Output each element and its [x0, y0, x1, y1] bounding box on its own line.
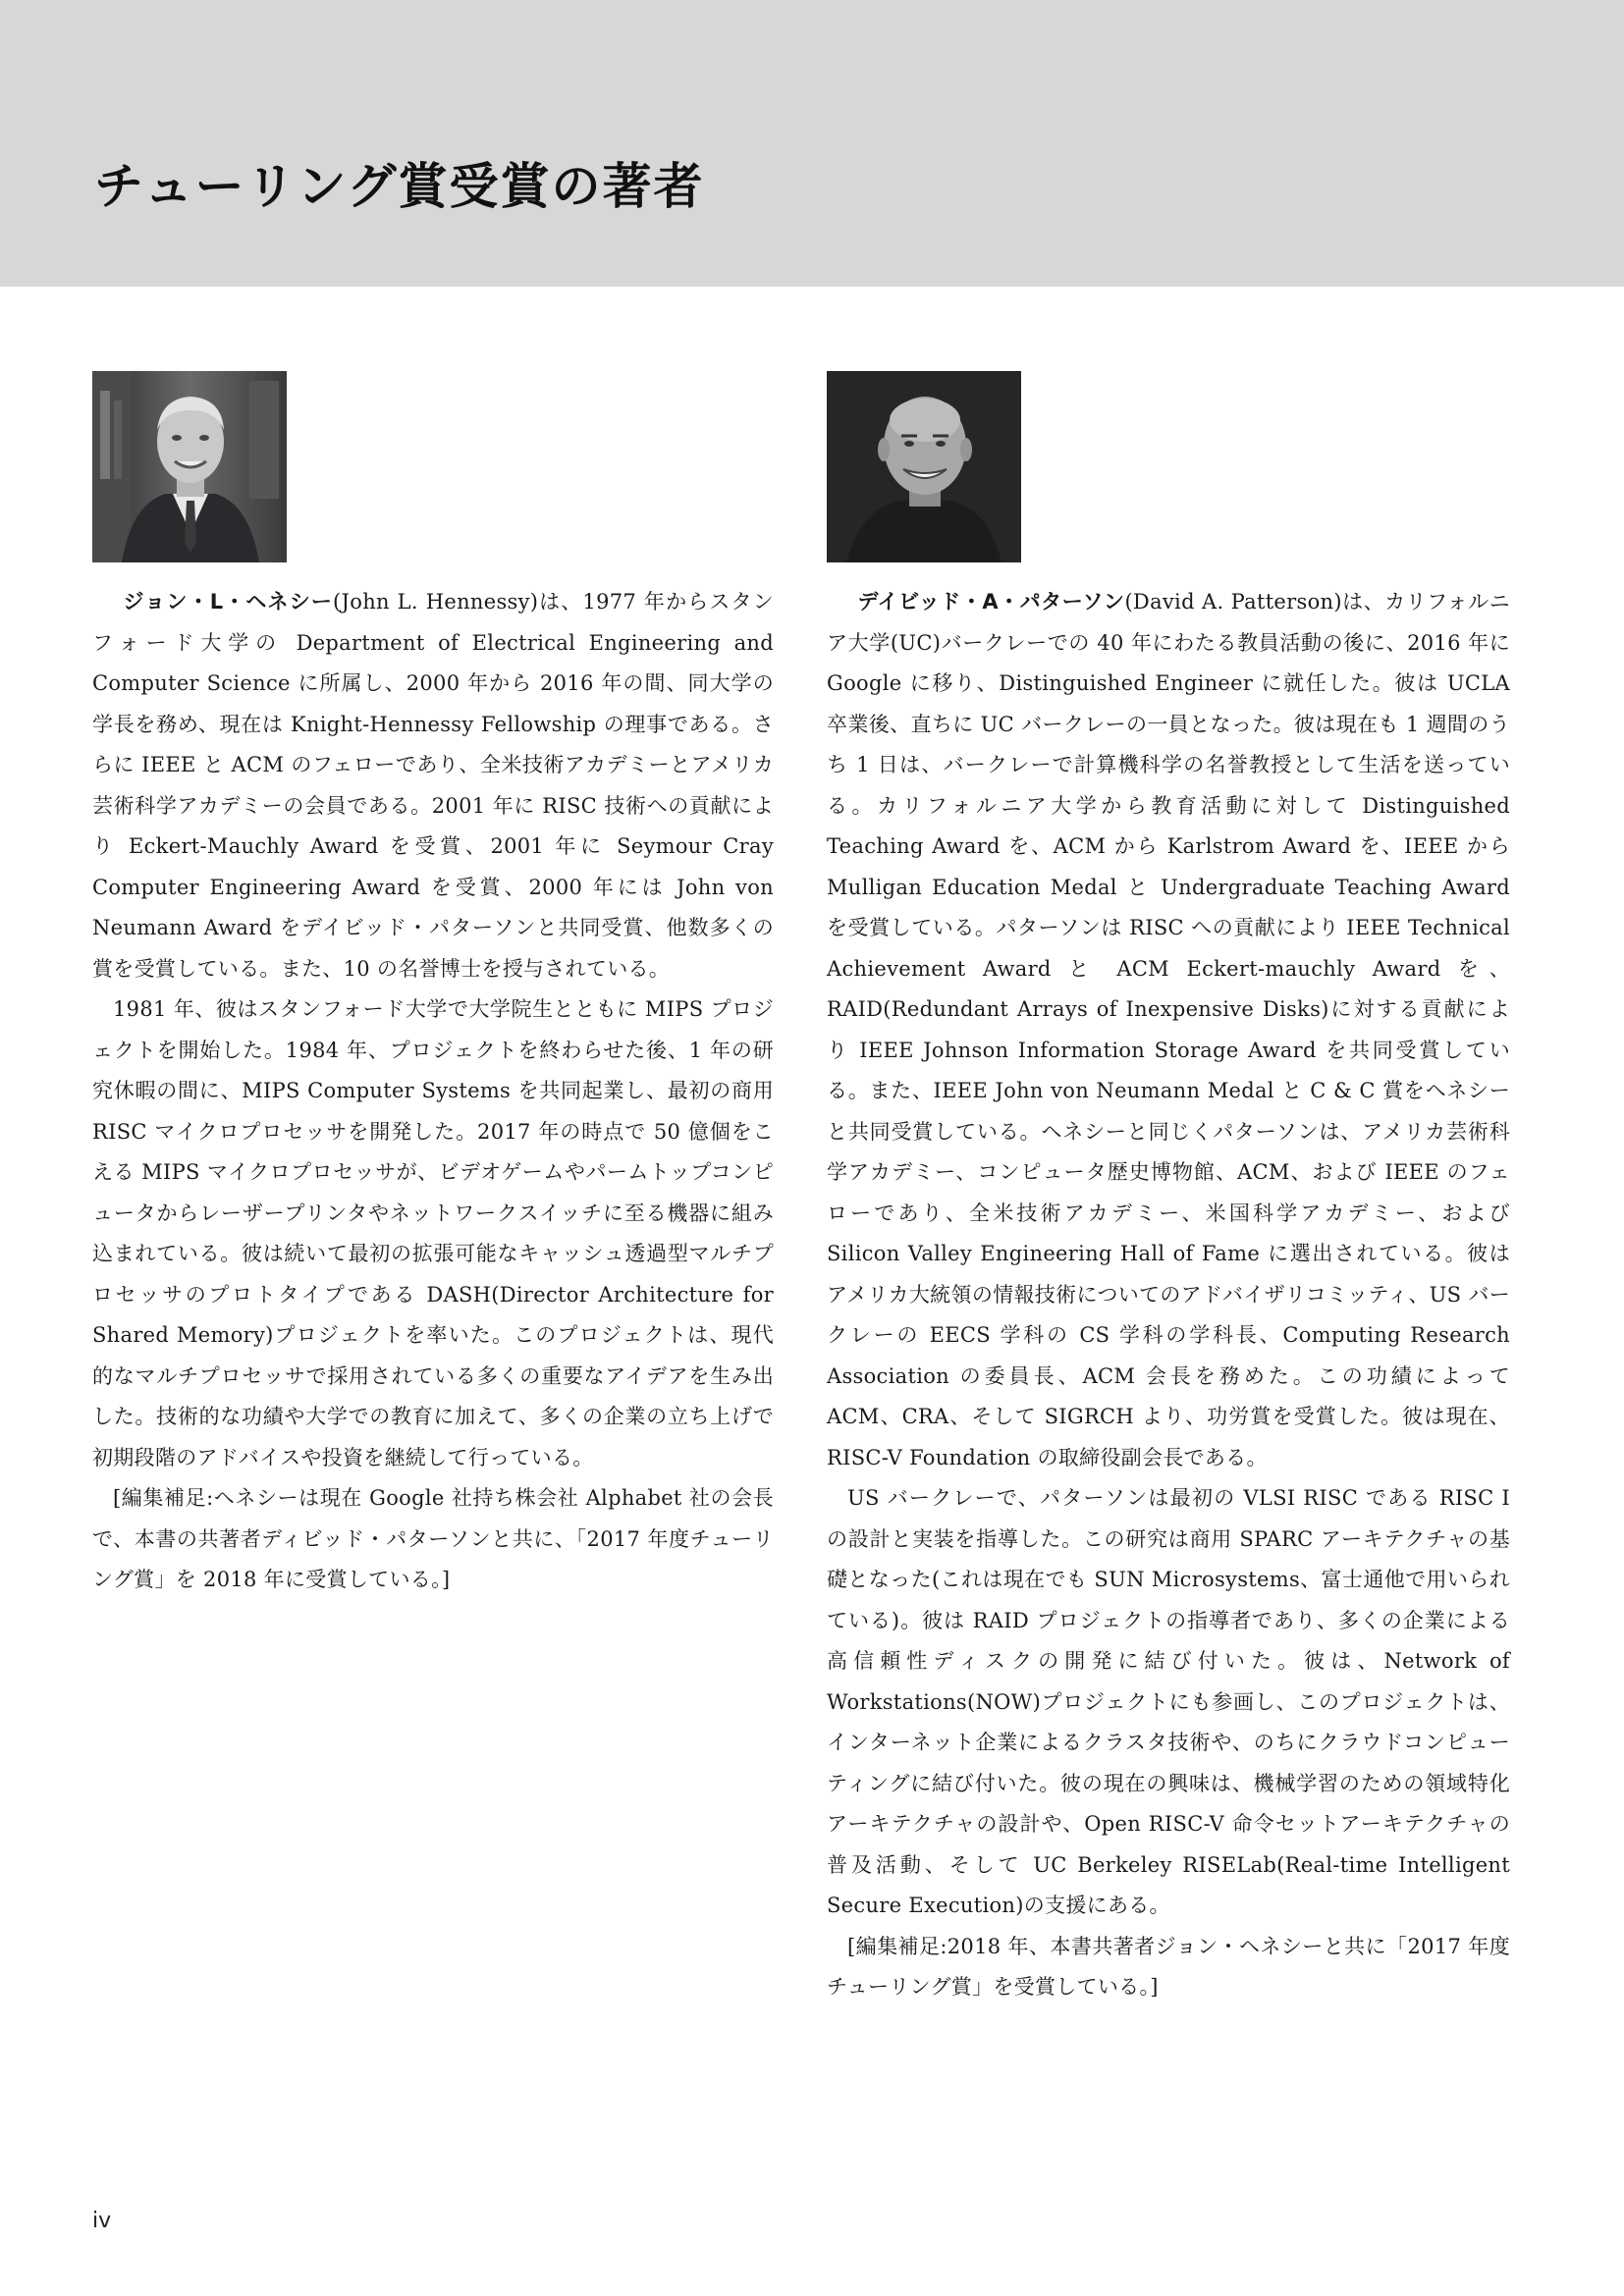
bio-paragraph: [92, 582, 774, 989]
bio-paragraph: 1981 年、彼はスタンフォード大学で大学院生とともに MIPS プロジェクトを開始した。1984 年、プロジェクトを終わらせた後、1 年の研究休暇の間に、MIPS Computer Systems を共同起業し、最初の商用 RISC マイクロプロセッサを開発した。2017 年の時点で 50 億個をこえる MIPS マイクロプロセッサが、ビデオゲームやパームトップコンピュータからレーザープリンタやネットワークスイッチに至る機器に組み込まれている。彼は続いて最初の拡張可能なキャッシュ透過型マルチプロセッサのプロトタイプである DASH(Director Architecture for Shared Memory)プロジェクトを率いた。このプロジェクトは、現代的なマルチプロセッサで採用されている多くの重要なアイデアを生み出した。技術的な功績や大学での教育に加えて、多くの企業の立ち上げで初期段階のアドバイスや投資を継続して行っている。: [92, 997, 774, 1469]
bio-hennessy: [92, 582, 774, 1601]
header-band: [0, 0, 1624, 287]
editor-note: [編集補足:ヘネシーは現在 Google 社持ち株会社 Alphabet 社の会長で、本書の共著者ディビッド・パターソンと共に、「2017 年度チューリング賞」を 2018 年に受賞している。]: [92, 1486, 774, 1591]
author-column-hennessy: [92, 371, 774, 1601]
bio-text: (John L. Hennessy)は、1977 年からスタンフォード大学の Department of Electrical Engineering and Computer Science に所属し、2000 年から 2016 年の間、同大学の学長を務め、現在は Knight-Hennessy Fellowship の理事である。さらに IEEE と ACM のフェローであり、全米技術アカデミーとアメリカ芸術科学アカデミーの会員である。2001 年に RISC 技術への貢献により Eckert-Mauchly Award を受賞、2001 年に Seymour Cray Computer Engineering Award を受賞、2000 年には John von Neumann Award をデイビッド・パターソンと共同受賞、他数多くの賞を受賞している。また、10 の名誉博士を授与されている。: [92, 590, 774, 981]
bio-text: (David A. Patterson)は、カリフォルニア大学(UC)バークレーでの 40 年にわたる教員活動の後に、2016 年に Google に移り、Distinguished Engineer に就任した。彼は UCLA 卒業後、直ちに UC バークレーの一員となった。彼は現在も 1 週間のうち 1 日は、バークレーで計算機科学の名誉教授として生活を送っている。カリフォルニア大学から教育活動に対して Distinguished Teaching Award を、ACM から Karlstrom Award を、IEEE から Mulligan Education Medal と Undergraduate Teaching Award を受賞している。パターソンは RISC への貢献により IEEE Technical Achievement Award と ACM Eckert-mauchly Award を、RAID(Redundant Arrays of Inexpensive Disks)に対する貢献により IEEE Johnson Information Storage Award を共同受賞している。また、IEEE John von Neumann Medal と C & C 賞をヘネシーと共同受賞している。ヘネシーと同じくパターソンは、アメリカ芸術科学アカデミー、コンピュータ歴史博物館、ACM、および IEEE のフェローであり、全米技術アカデミー、米国科学アカデミー、および Silicon Valley Engineering Hall of Fame に選出されている。彼はアメリカ大統領の情報技術についてのアドバイザリコミッティ、US バークレーの EECS 学科の CS 学科の学科長、Computing Research Association の委員長、ACM 会長を務めた。この功績によって ACM、CRA、そして SIGRCH より、功労賞を受賞した。彼は現在、RISC-V Foundation の取締役副会長である。: [827, 590, 1510, 1469]
bio-paragraph: [827, 582, 1510, 1478]
author-photo-patterson: [827, 371, 1021, 562]
author-column-patterson: [827, 371, 1510, 2008]
author-photo-hennessy: [92, 371, 287, 562]
author-name: ジョン・L・ヘネシー: [123, 590, 334, 614]
page-number: iv: [92, 2209, 112, 2233]
bio-paragraph: US バークレーで、パターソンは最初の VLSI RISC である RISC I の設計と実装を指導した。この研究は商用 SPARC アーキテクチャの基礎となった(これは現在でも SUN Microsystems、富士通他で用いられている)。彼は RAID プロジェクトの指導者であり、多くの企業による高信頼性ディスクの開発に結び付いた。彼は、Network of Workstations(NOW)プロジェクトにも参画し、このプロジェクトは、インターネット企業によるクラスタ技術や、のちにクラウドコンピューティングに結び付いた。彼の現在の興味は、機械学習のための領域特化アーキテクチャの設計や、Open RISC-V 命令セットアーキテクチャの普及活動、そして UC Berkeley RISELab(Real-time Intelligent Secure Execution)の支援にある。: [827, 1486, 1510, 1917]
author-name: デイビッド・A・パターソン: [857, 590, 1125, 614]
page-title: チューリング賞受賞の著者: [94, 157, 705, 215]
bio-patterson: [827, 582, 1510, 2008]
editor-note: [編集補足:2018 年、本書共著者ジョン・ヘネシーと共に「2017 年度チューリング賞」を受賞している。]: [827, 1934, 1510, 1999]
